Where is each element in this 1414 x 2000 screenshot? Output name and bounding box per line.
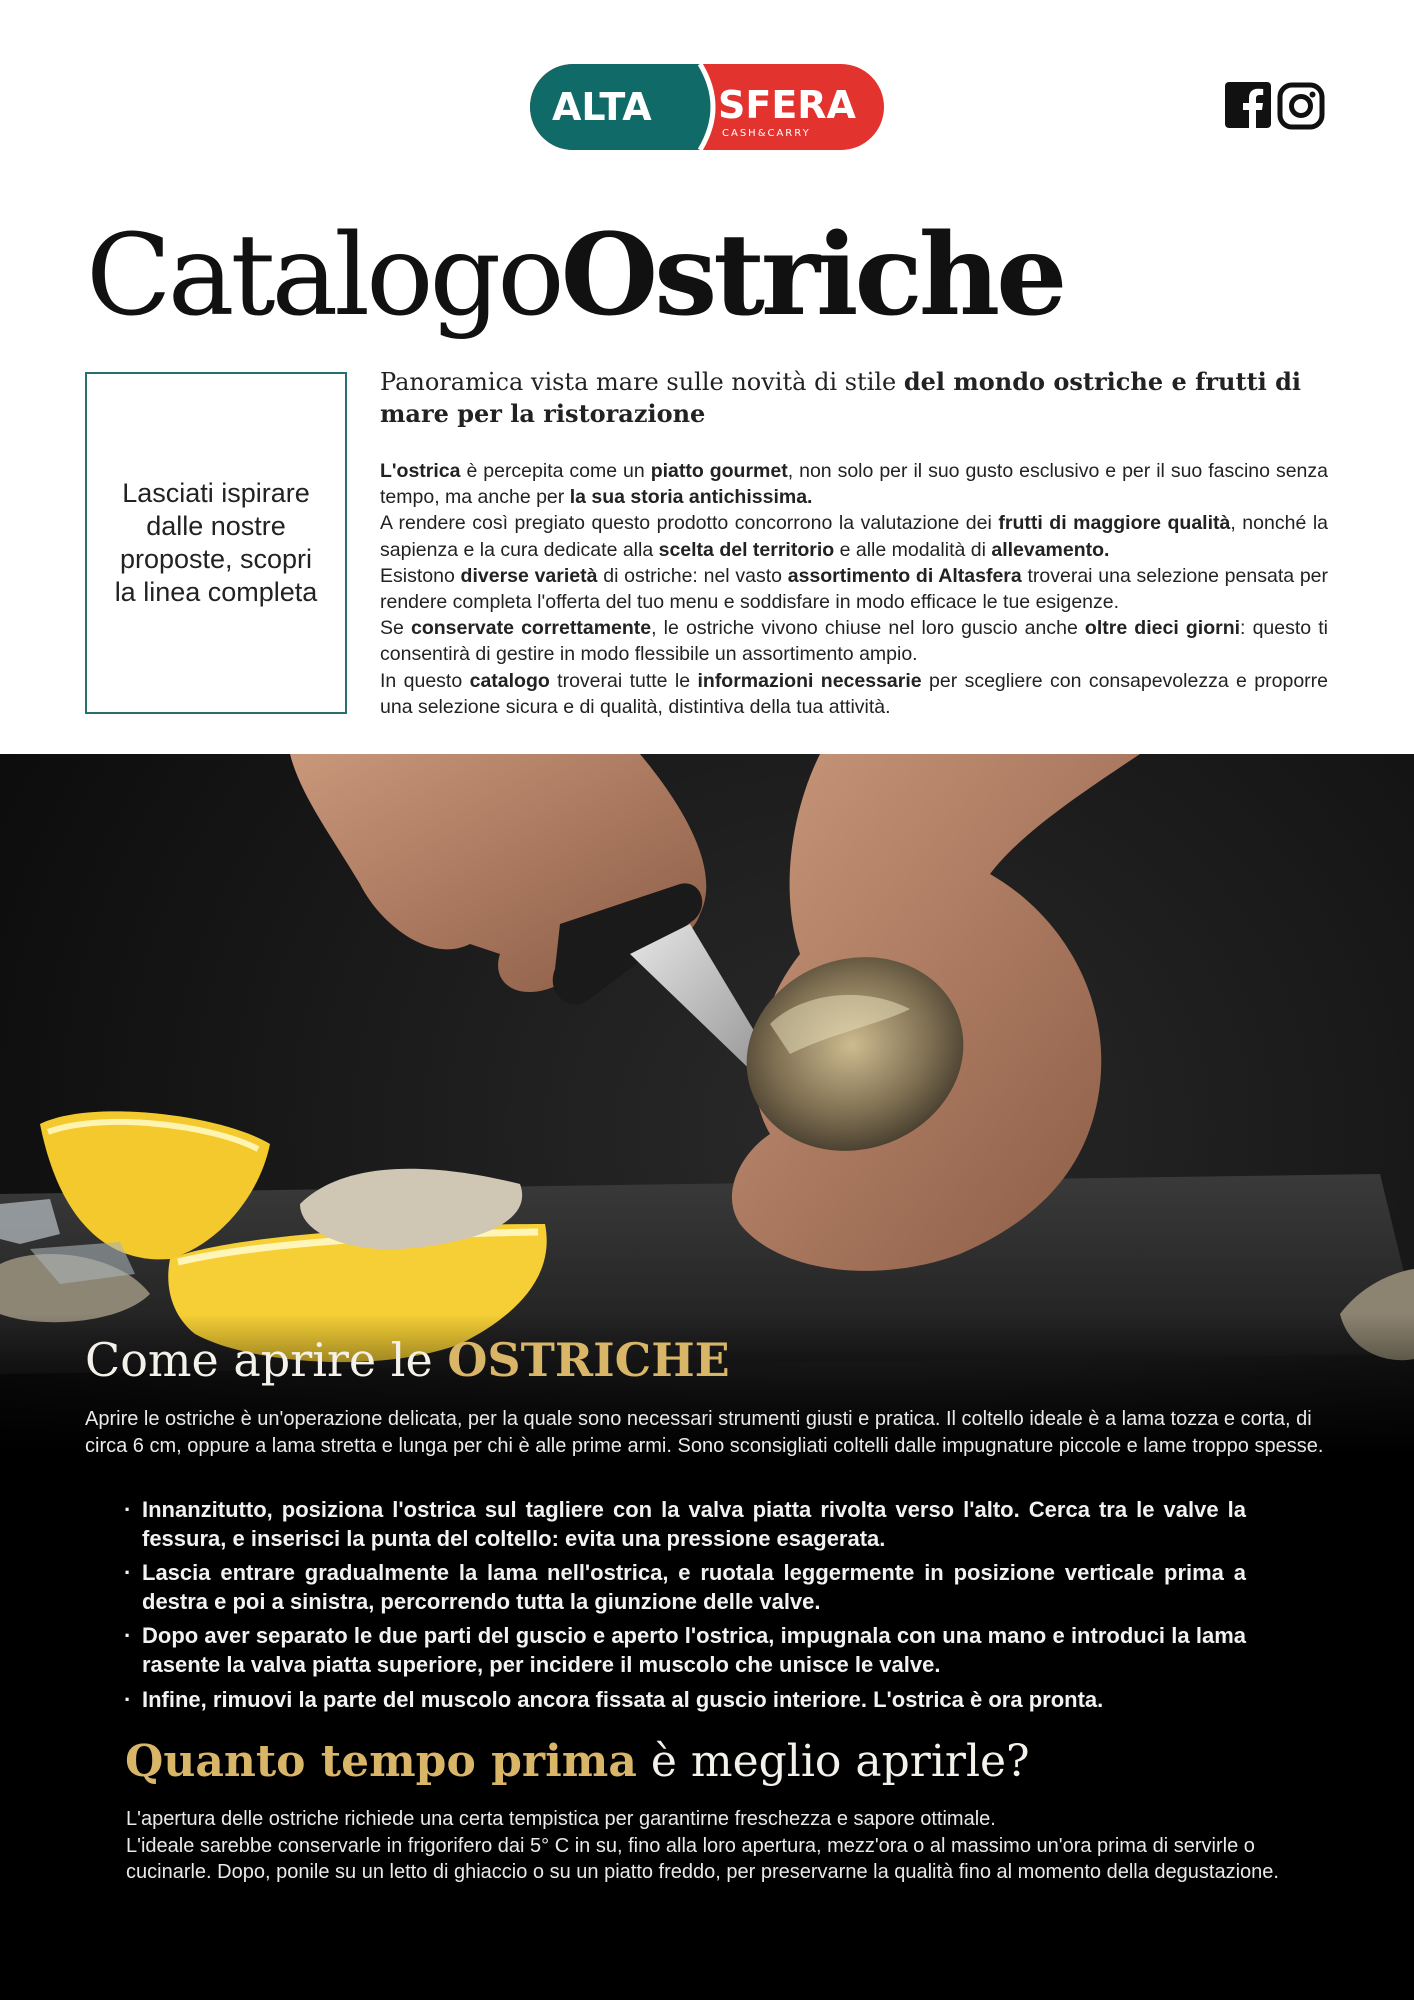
subtitle-bold: del mondo ostriche e frutti di mare per la ristorazione: [380, 367, 1302, 428]
logo-tagline: CASH&CARRY: [722, 128, 811, 139]
text: di ostriche: nel vasto: [597, 564, 788, 587]
bold-text: catalogo: [469, 669, 550, 692]
text: e alle modalità di: [834, 538, 992, 561]
bold-text: diverse varietà: [460, 564, 598, 587]
how-to-open-title: [85, 1328, 730, 1392]
when-title-highlight: Quanto tempo prima: [125, 1736, 637, 1787]
bold-text: assortimento di Altasfera: [787, 564, 1022, 587]
bold-text: conservate correttamente: [410, 617, 652, 640]
when-paragraph: L'apertura delle ostriche richiede una certa tempistica per garantirne freschezza e sapore ottimale.: [126, 1808, 996, 1830]
text: troverai una selezione pensata per rendere completa l'offerta del tuo menu e soddisfare in modo efficace le tue esigenze.: [380, 564, 1329, 614]
bold-text: informazioni necessarie: [697, 669, 922, 692]
inspiration-text: Lasciati ispirare dalle nostre proposte, scopri la linea completa: [114, 478, 318, 607]
step-item: · Innanzitutto, posiziona l'ostrica sul tagliere con la valva piatta rivolta verso l'alto. Cerca tra le valve la fessura, e inserisci la punta del coltello: evita una pressione esagerata.: [126, 1496, 1246, 1553]
text: troverai tutte le: [549, 669, 698, 692]
when-paragraph: L'ideale sarebbe conservarle in frigorifero dai 5° C in su, fino alla loro apertura, mezz'ora o al massimo un'ora prima di servirle o cucinarle. Dopo, ponile su un letto di ghiaccio o su un piatto freddo, per preservarne la qualità fino al momento della degustazione.: [126, 1834, 1279, 1883]
bold-text: piatto gourmet: [650, 460, 788, 482]
text: è percepita come un: [460, 460, 651, 482]
bold-text: scelta del territorio: [658, 538, 835, 561]
bold-text: oltre dieci giorni: [1084, 617, 1241, 640]
how-intro-text: Aprire le ostriche è un'operazione delicata, per la quale sono necessari strumenti giusti e pratica. Il coltello ideale è a lama tozza e corta, di circa 6 cm, oppure a lama stretta e lunga per chi è alle prime armi. Sono sconsigliati coltelli dalle impugnature piccole e lame troppo spesse.: [85, 1408, 1324, 1457]
text: A rendere così pregiato questo prodotto concorrono la valutazione dei: [380, 512, 999, 535]
intro-paragraph: [380, 668, 1328, 720]
when-to-open-title: [125, 1730, 1030, 1794]
bold-text: la sua storia antichissima.: [569, 486, 813, 509]
bold-text: frutti di maggiore qualità: [998, 512, 1231, 535]
intro-paragraph: [380, 563, 1328, 615]
intro-paragraph: [380, 510, 1328, 562]
subtitle-regular: Panoramica vista mare sulle novità di stile: [380, 368, 904, 396]
text: Esistono: [380, 564, 461, 587]
step-item: · Infine, rimuovi la parte del muscolo ancora fissata al guscio interiore. L'ostrica è ora pronta.: [126, 1686, 1246, 1715]
logo-text-right: SFERA: [718, 83, 856, 127]
when-text: [126, 1806, 1332, 1886]
bold-text: allevamento.: [991, 538, 1110, 561]
text: In questo: [380, 669, 470, 692]
altasfera-logo[interactable]: [530, 64, 884, 150]
text: : questo ti consentirà di gestire in modo flessibile un assortimento ampio.: [380, 617, 1328, 666]
title-regular: Catalogo: [86, 211, 561, 341]
text: , le ostriche vivono chiuse nel loro guscio anche: [651, 617, 1085, 640]
text: , nonché la sapienza e la cura dedicate alla: [380, 512, 1329, 561]
facebook-icon[interactable]: [1225, 82, 1271, 128]
social-links: [1225, 82, 1325, 130]
step-item: · Lascia entrare gradualmente la lama nell'ostrica, e ruotala leggermente in posizione verticale prima a destra e poi a sinistra, percorrendo tutta la giunzione delle valve.: [126, 1559, 1246, 1616]
opening-steps: [126, 1496, 1246, 1720]
how-title-regular: Come aprire le: [85, 1333, 448, 1387]
bold-text: L'ostrica: [380, 460, 461, 482]
text: , non solo per il suo gusto esclusivo e per il suo fascino senza tempo, ma anche per: [380, 460, 1328, 509]
instagram-icon[interactable]: [1277, 82, 1325, 130]
page-title: [86, 206, 1063, 346]
text: per scegliere con consapevolezza e proporre una selezione sicura e di qualità, distintiva della tua attività.: [380, 669, 1328, 718]
intro-paragraph: [380, 615, 1328, 667]
inspiration-box: [85, 372, 347, 714]
intro-paragraph: [380, 458, 1328, 510]
logo-text-left: ALTA: [552, 85, 652, 129]
intro-text: [380, 458, 1328, 720]
how-title-highlight: OSTRICHE: [447, 1333, 730, 1387]
text: Se: [380, 617, 411, 640]
subtitle: [380, 366, 1340, 430]
title-bold: Ostriche: [560, 210, 1064, 341]
when-title-regular: è meglio aprirle?: [636, 1736, 1030, 1787]
step-item: · Dopo aver separato le due parti del guscio e aperto l'ostrica, impugnala con una mano e introduci la lama rasente la valva piatta superiore, per incidere il muscolo che unisce le valve.: [126, 1622, 1246, 1679]
